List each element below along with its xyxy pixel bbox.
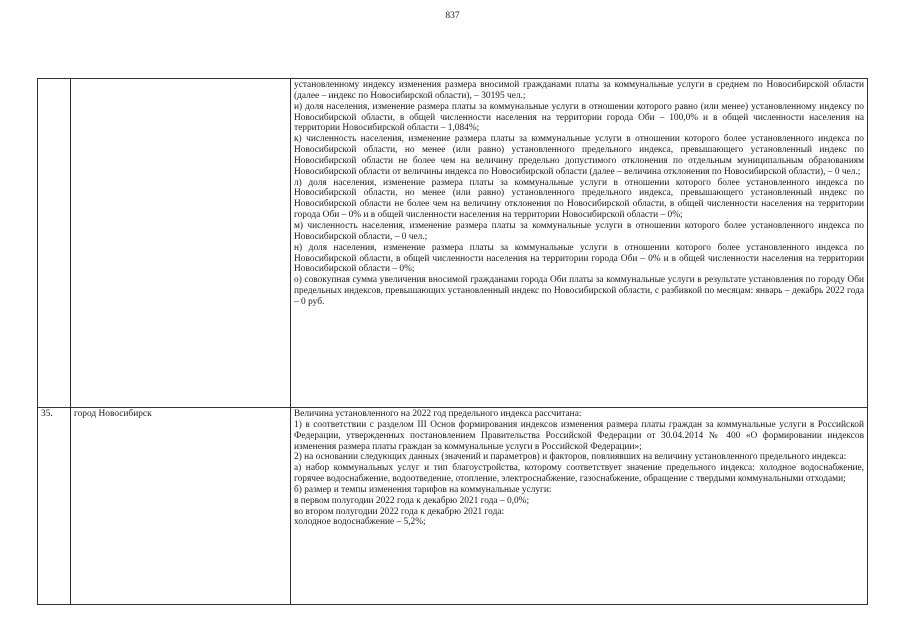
municipality-name-cell [71, 79, 291, 408]
table-row [38, 408, 868, 605]
paragraph: о) совокупная сумма увеличения вносимой гражданами города Оби платы за коммунальные услуги в результате установления по городу Оби предельных индексов, превышающих установленный индекс по Новосибирской области, с разбивкой по месяцам: январь – декабрь 2022 года – 0 руб. [294, 275, 864, 307]
paragraph: н) доля населения, изменение размера платы за коммунальные услуги в отношении которого более установленного индекса по Новосибирской области, в общей численности населения на территории города Оби – 0% и в общей численности населения на территории Новосибирской области – 0%; [294, 242, 864, 275]
paragraph: в первом полугодии 2022 года к декабрю 2021 года – 0,0%; [294, 495, 530, 506]
paragraph: Величина установленного на 2022 год предельного индекса рассчитана: [294, 409, 582, 419]
row-number-cell: 35. [38, 408, 71, 605]
document-table [37, 78, 868, 605]
paragraph: б) размер и темпы изменения тарифов на коммунальные услуги: [294, 484, 552, 495]
paragraph: установленному индексу изменения размера вносимой гражданами платы за коммунальные услуги в среднем по Новосибирской области (далее – индекс по Новосибирской области), – 30195 чел.; [294, 80, 864, 101]
description-cell [291, 408, 868, 605]
paragraph: а) набор коммунальных услуг и тип благоустройства, которому соответствует значение предельного индекса: холодное водоснабжение, горячее водоснабжение, водоотведение, отопление, электроснабжение, газоснабжение, обращение с твердыми коммунальными отходами; [294, 463, 864, 485]
paragraph: и) доля населения, изменение размера платы за коммунальные услуги в отношении которого равно (или менее) установленному индексу по Новосибирской области, в общей численности населения на территории города Оби – 100,0% и в общей численности населения на территории Новосибирской области – 1,084%; [294, 101, 864, 134]
paragraph: во втором полугодии 2022 года к декабрю 2021 года: [294, 506, 505, 517]
row-number-cell [38, 79, 71, 408]
paragraph: м) численность населения, изменение размера платы за коммунальные услуги в отношении которого более установленного индекса по Новосибирской области, – 0 чел.; [294, 220, 864, 242]
paragraph: 2) на основании следующих данных (значений и параметров) и факторов, повлиявших на величину установленного предельного индекса: [294, 452, 847, 463]
paragraph: холодное водоснабжение – 5,2%; [294, 517, 426, 528]
page-number: 837 [445, 11, 460, 21]
municipality-name-cell: город Новосибирск [71, 408, 291, 605]
table-row [38, 79, 868, 408]
description-cell [291, 79, 868, 408]
paragraph: л) доля населения, изменение размера платы за коммунальные услуги в отношении которого более установленного индекса по Новосибирской области, но менее (или равно) установленного предельного индекса, превышающего установленный индекс по Новосибирской области не более чем на величину отклонения по Новосибирской области, в общей численности населения на территории города Оби – 0% и в общей численности населения на территории Новосибирской области – 0%; [294, 177, 864, 221]
paragraph: 1) в соответствии с разделом III Основ формирования индексов изменения размера платы граждан за коммунальные услуги в Российской Федерации, утвержденных постановлением Правительства Российской Федерации от 30.04.2014 № 400 «О формировании индексов изменения размера платы граждан за коммунальные услуги в Российской Федерации»; [294, 419, 864, 452]
paragraph: к) численность населения, изменение размера платы за коммунальные услуги в отношении которого более установленного индекса по Новосибирской области, но менее (или равно) установленного предельного индекса, превышающего установленный индекс по Новосибирской области не более чем на величину предельно допустимого отклонения по отдельным муниципальным образованиям Новосибирской области от величины индекса по Новосибирской области (далее – величина отклонения по Новосибирской области), – 0 чел.; [294, 134, 864, 177]
